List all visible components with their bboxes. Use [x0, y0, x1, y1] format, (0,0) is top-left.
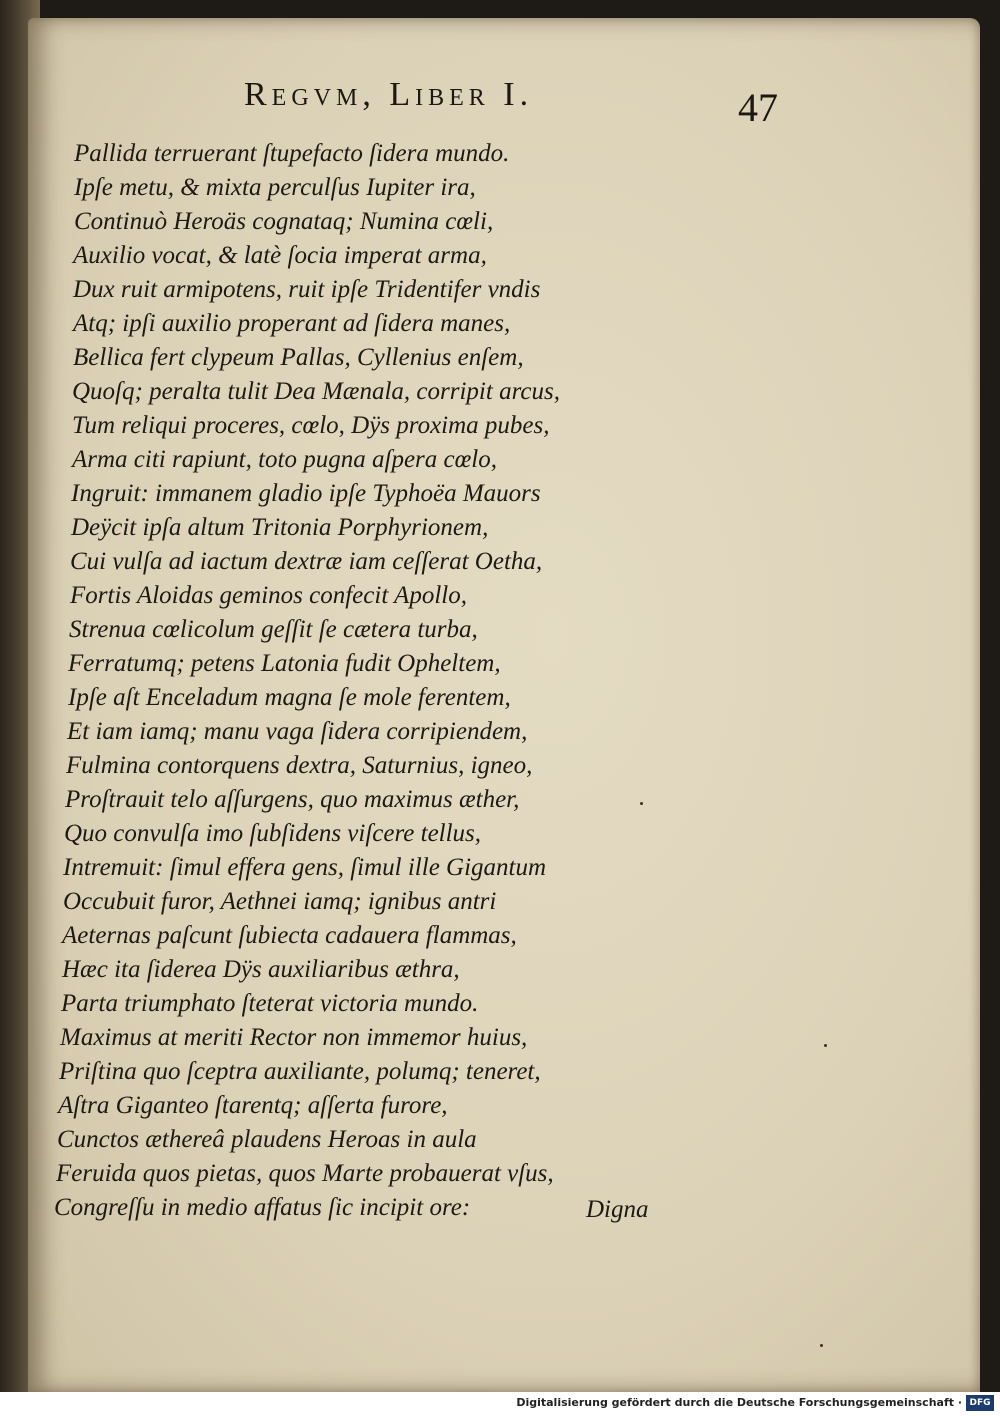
verse-line: Bellica fert clypeum Pallas, Cyllenius enſem, [73, 344, 524, 371]
running-head: Regvm, Liber I. [244, 76, 534, 113]
verse-line: Cunctos æthereâ plaudens Heroas in aula [57, 1126, 477, 1153]
catchword: Digna [586, 1196, 649, 1223]
dfg-logo-icon: DFG [966, 1395, 994, 1411]
verse-line: Quoſq; peralta tulit Dea Mænala, corripit arcus, [72, 378, 560, 405]
paper-speck [820, 1344, 823, 1347]
verse-line: Fulmina contorquens dextra, Saturnius, igneo, [66, 752, 533, 779]
digitization-footer [0, 1392, 1000, 1416]
funding-credit: Digitalisierung gefördert durch die Deutsche Forschungsgemeinschaft · [516, 1396, 962, 1409]
verse-line: Dux ruit armipotens, ruit ipſe Tridentifer vndis [73, 276, 541, 303]
verse-line: Arma citi rapiunt, toto pugna aſpera cœlo, [72, 446, 497, 473]
verse-line: Auxilio vocat, & latè ſocia imperat arma, [73, 242, 487, 269]
verse-line: Et iam iamq; manu vaga ſidera corripiendem, [67, 718, 528, 745]
verse-line: Fortis Aloidas geminos confecit Apollo, [70, 582, 467, 609]
verse-line: Intremuit: ſimul effera gens, ſimul ille Gigantum [63, 854, 547, 881]
verse-line: Aeternas paſcunt ſubiecta cadauera flammas, [62, 922, 517, 949]
verse-line: Tum reliqui proceres, cœlo, Dÿs proxima pubes, [72, 412, 550, 439]
verse-line: Priſtina quo ſceptra auxiliante, polumq; teneret, [59, 1058, 541, 1085]
verse-line: Proſtrauit telo aſſurgens, quo maximus æther, [65, 786, 520, 813]
verse-line: Strenua cœlicolum geſſit ſe cætera turba, [69, 616, 478, 643]
verse-line: Pallida terruerant ſtupefacto ſidera mundo. [74, 140, 510, 167]
paper-speck [824, 1044, 827, 1047]
verse-line: Quo convulſa imo ſubſidens viſcere tellus, [64, 820, 482, 847]
page-number: 47 [738, 85, 778, 130]
verse-line: Ingruit: immanem gladio ipſe Typhoëa Mauors [71, 480, 541, 507]
paper-speck [640, 802, 643, 805]
verse-line: Atq; ipſi auxilio properant ad ſidera manes, [73, 310, 511, 337]
verse-line: Parta triumphato ſteterat victoria mundo. [61, 990, 479, 1017]
verse-line: Maximus at meriti Rector non immemor huius, [60, 1024, 528, 1051]
verse-line: Ipſe aſt Enceladum magna ſe mole ferentem, [68, 684, 511, 711]
verse-line: Cui vulſa ad iactum dextræ iam ceſſerat Oetha, [70, 548, 543, 575]
page-header [28, 76, 980, 136]
verse-line: Ferratumq; petens Latonia fudit Opheltem, [68, 650, 501, 677]
verse-line: Ipſe metu, & mixta perculſus Iupiter ira, [74, 174, 476, 201]
verse-line: Deÿcit ipſa altum Tritonia Porphyrionem, [71, 514, 489, 541]
verse-line: Feruida quos pietas, quos Marte probauerat vſus, [56, 1160, 554, 1187]
verse-line: Hæc ita ſiderea Dÿs auxiliaribus æthra, [62, 956, 460, 983]
verse-line: Aſtra Giganteo ſtarentq; aſſerta furore, [58, 1092, 448, 1119]
verse-line: Continuò Heroäs cognataq; Numina cœli, [74, 208, 494, 235]
verse-line: Congreſſu in medio affatus ſic incipit ore: [54, 1194, 471, 1221]
book-page [28, 18, 980, 1392]
verse-line: Occubuit furor, Aethnei iamq; ignibus antri [63, 888, 497, 915]
